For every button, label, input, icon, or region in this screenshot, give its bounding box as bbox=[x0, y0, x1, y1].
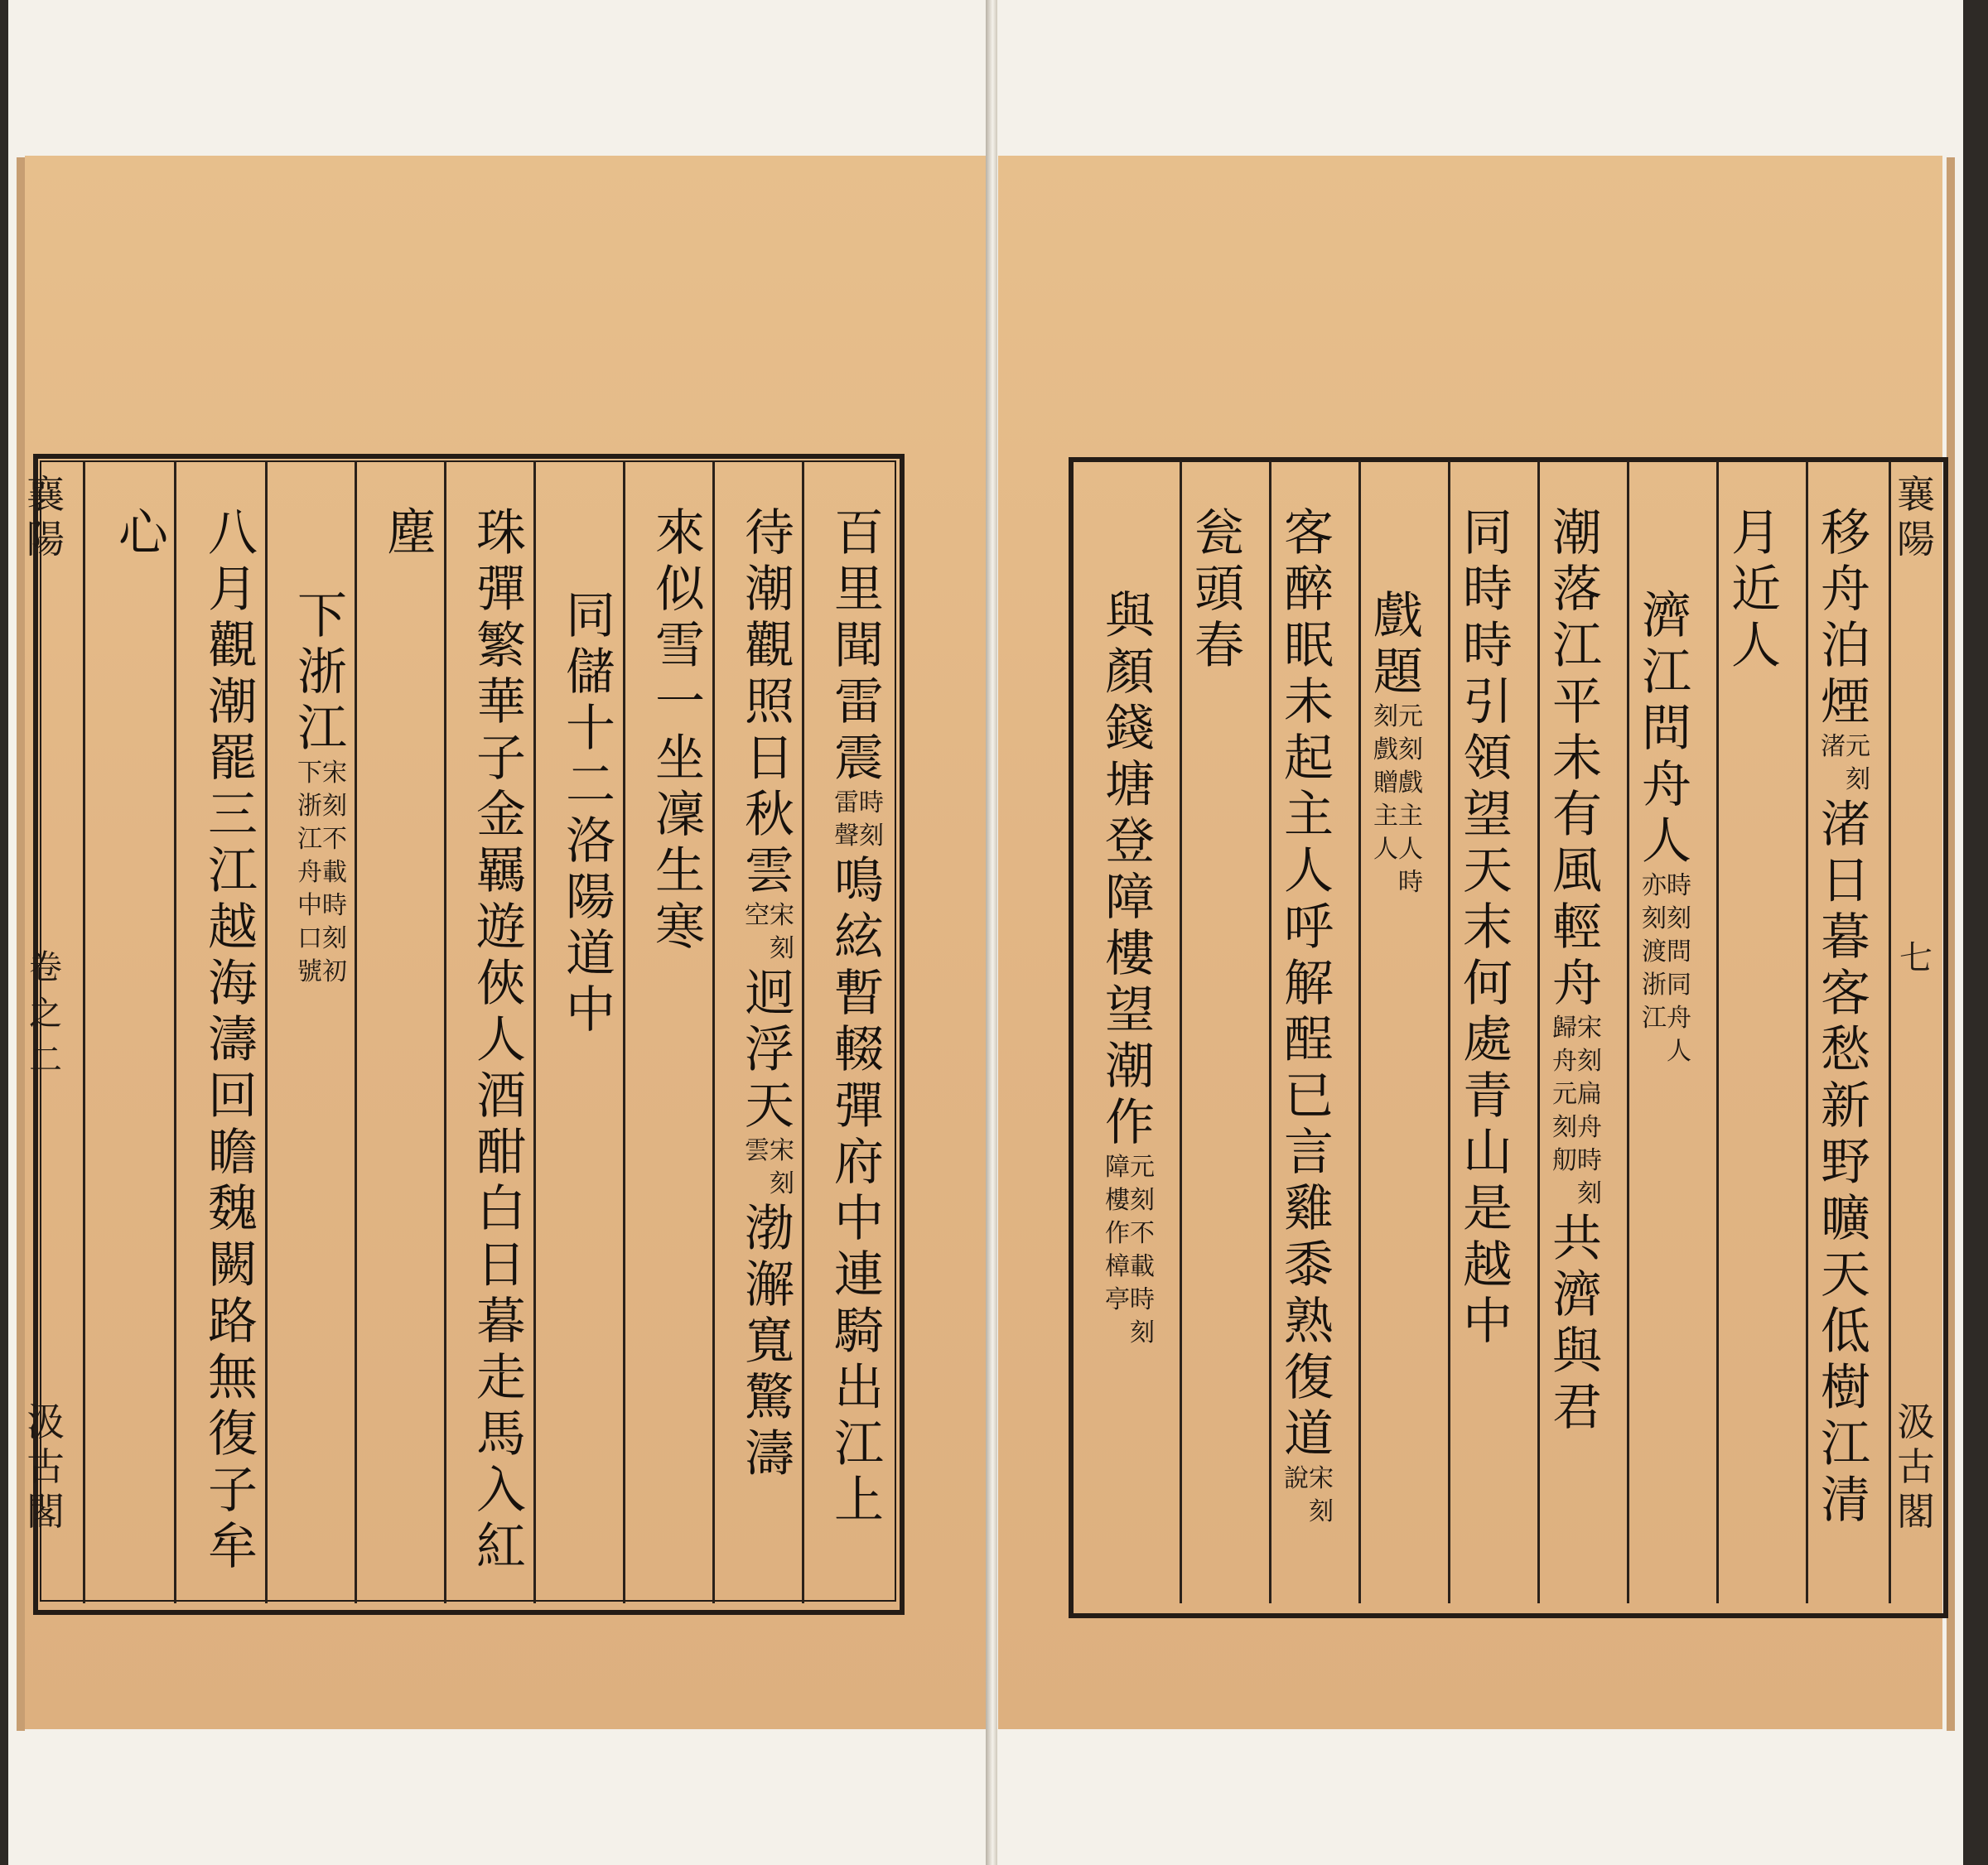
right-col-9-main: 與顏錢塘登障樓望潮作 bbox=[1105, 587, 1155, 1152]
right-text-area bbox=[1074, 464, 1889, 1598]
left-col-7 bbox=[296, 588, 349, 989]
left-col-1-tail: 鳴絃暫輟彈府中連騎出江上 bbox=[834, 852, 884, 1530]
right-col-4-note: 宋刻扁舟時刻 歸舟元刻舠 bbox=[1552, 1014, 1602, 1208]
right-margin-rule bbox=[1889, 460, 1891, 1603]
right-col-4-tail: 共濟與君 bbox=[1552, 1210, 1602, 1437]
right-col-6-main: 戲題 bbox=[1373, 587, 1423, 701]
right-col-1 bbox=[1819, 505, 1872, 1529]
right-margin-printer: 汲古閣 bbox=[1897, 1400, 1935, 1534]
right-col-6 bbox=[1372, 588, 1425, 899]
left-col-7-note: 宋刻不載時刻初 下浙江舟中口號 bbox=[297, 759, 347, 986]
right-col-1-main: 移舟泊煙 bbox=[1821, 504, 1870, 731]
right-col-5 bbox=[1461, 505, 1514, 1350]
left-col-3-main: 來似雪一坐凜生寒 bbox=[655, 504, 705, 957]
left-col-1-note: 時刻 雷聲 bbox=[834, 788, 884, 851]
left-col-2-note-2: 宋刻 雲 bbox=[745, 1136, 794, 1198]
book-gutter bbox=[986, 0, 997, 1865]
right-col-1-tail: 渚日暮客愁新野曠天低樹江清 bbox=[1821, 796, 1870, 1530]
right-col-5-main: 同時時引領望天末何處青山是越中 bbox=[1463, 504, 1513, 1351]
right-col-6-note: 元刻戲主人時 刻戲贈主人 bbox=[1373, 702, 1423, 897]
left-col-9-main: 心 bbox=[118, 504, 168, 562]
right-col-4 bbox=[1551, 505, 1604, 1436]
right-col-2 bbox=[1730, 505, 1783, 674]
right-col-8-main: 瓮頭春 bbox=[1194, 504, 1244, 675]
left-page-edge bbox=[17, 157, 25, 1731]
right-margin-page: 七 bbox=[1899, 939, 1933, 977]
right-col-3-main: 濟江問舟人 bbox=[1642, 587, 1691, 870]
left-col-2-main: 待潮觀照日秋雲 bbox=[745, 504, 794, 900]
left-margin-printer: 汲古閣 bbox=[27, 1400, 65, 1534]
right-margin-title: 襄陽 bbox=[1897, 472, 1935, 561]
left-col-5-main: 珠彈繁華子金羈遊俠人酒酣白日暮走馬入紅 bbox=[476, 504, 526, 1576]
right-col-9-note: 元刻不載時刻 障樓作樟亭 bbox=[1105, 1153, 1155, 1347]
left-col-8-main: 八月觀潮罷三江越海濤回瞻魏闕路無復子牟 bbox=[208, 504, 258, 1576]
right-col-4-main: 潮落江平未有風輕舟 bbox=[1552, 504, 1602, 1013]
right-col-2-main: 月近人 bbox=[1731, 504, 1781, 675]
left-col-9 bbox=[117, 505, 170, 561]
left-margin-volume: 卷之二 bbox=[29, 948, 62, 1079]
right-col-7-main: 客醉眠未起主人呼解酲已言雞黍熟復道 bbox=[1284, 504, 1334, 1463]
left-col-3 bbox=[654, 505, 707, 956]
left-col-2-tail: 迥浮天 bbox=[745, 965, 794, 1135]
left-margin-title: 襄陽 bbox=[27, 472, 65, 561]
left-col-6-main: 塵 bbox=[387, 504, 437, 562]
left-col-7-main: 下浙江 bbox=[297, 587, 347, 758]
left-text-area bbox=[83, 464, 895, 1598]
right-col-8 bbox=[1193, 505, 1246, 674]
left-col-2 bbox=[743, 505, 796, 1482]
right-col-3-note: 時刻問同舟人 亦刻渡浙江 bbox=[1642, 871, 1691, 1066]
right-col-9 bbox=[1103, 588, 1156, 1350]
left-col-4-main: 同儲十二洛陽道中 bbox=[566, 587, 615, 1039]
left-col-6 bbox=[385, 505, 438, 561]
right-col-7 bbox=[1282, 505, 1335, 1529]
left-col-1 bbox=[832, 505, 885, 1529]
left-col-2-tail-2: 渤澥寬驚濤 bbox=[745, 1200, 794, 1483]
left-col-5 bbox=[475, 505, 528, 1575]
left-col-4 bbox=[564, 588, 617, 1039]
right-col-1-note: 元刻 渚 bbox=[1821, 732, 1870, 794]
left-col-8 bbox=[206, 505, 259, 1575]
left-col-1-main: 百里聞雷震 bbox=[834, 504, 884, 788]
right-col-3 bbox=[1640, 588, 1693, 1068]
left-col-2-note: 宋刻 空 bbox=[745, 901, 794, 963]
right-col-7-note: 宋刻 說 bbox=[1284, 1464, 1334, 1526]
